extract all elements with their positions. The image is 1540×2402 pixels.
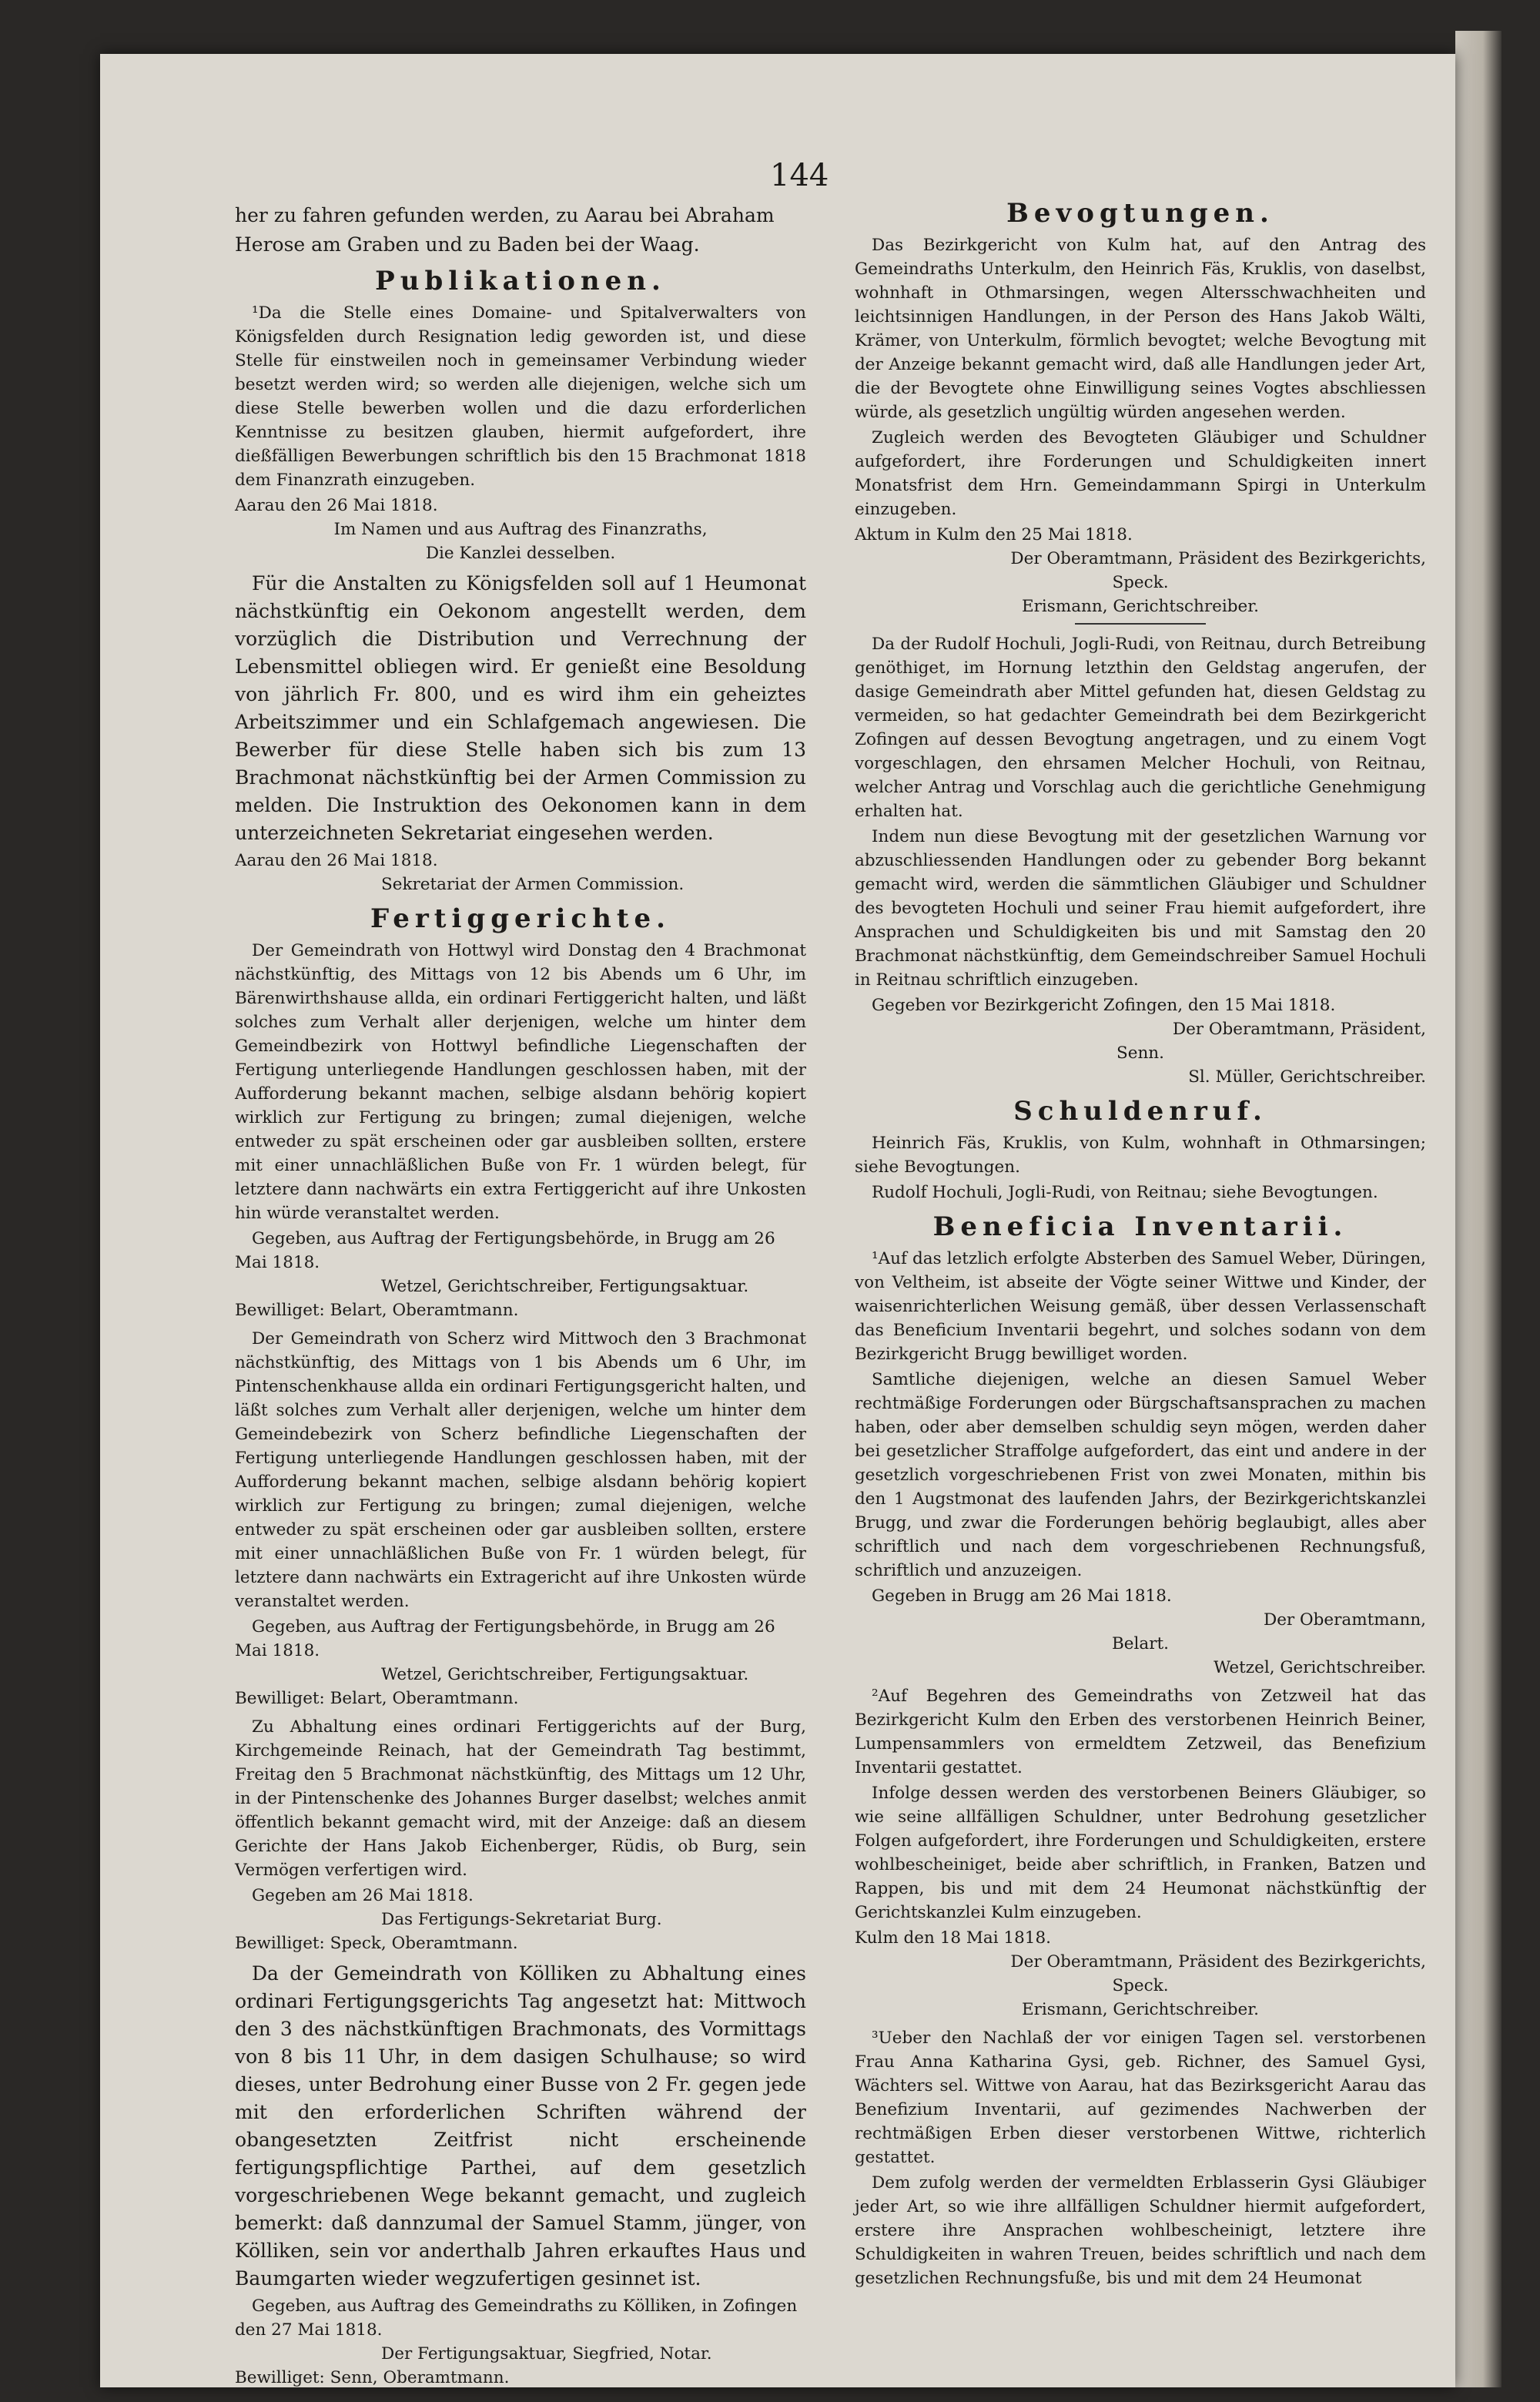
signature-line: Der Oberamtmann, Präsident des Bezirkgerichts,	[1010, 1952, 1426, 1972]
signature-line: Wetzel, Gerichtschreiber, Fertigungsaktuar.	[381, 1665, 749, 1684]
paragraph: ²Auf Begehren des Gemeindraths von Zetzweil hat das Bezirkgericht Kulm den Erben des verstorbenen Heinrich Beiner, Lumpensammlers von ermeldtem Zetzweil, das Benefizium Inventarii gestattet.	[855, 1687, 1426, 1777]
paragraph: Da der Rudolf Hochuli, Jogli-Rudi, von Reitnau, durch Betreibung genöthiget, im Hornung letzthin den Geldstag angerufen, der dasige Gemeindrath aber Mittel gefunden hat, diesen Geldstag zu vermeiden, so hat gedachter Gemeindrath bei dem Bezirkgericht Zofingen auf dessen Bevogtung angetragen, und zu einem Vogt vorgeschlagen, den ehrsamen Melcher Hochuli, von Reitnau, welcher Antrag und Vorschlag auch die gerichtliche Genehmigung erhalten hat.	[855, 635, 1426, 821]
paragraph: Zu Abhaltung eines ordinari Fertiggerichts auf der Burg, Kirchgemeinde Reinach, hat der Gemeindrath Tag bestimmt, Freitag den 5 Brachmonat nächstkünftig, des Mittags um 12 Uhr, in der Pintenschenke des Johannes Burger daselbst; welches anmit öffentlich bekannt gemacht wird, mit der Anzeige: daß an diesem Gerichte der Hans Jakob Eichenberger, Rüdis, ob Burg, sein Vermögen verfertigen wird.	[235, 1717, 806, 1880]
paragraph: Samtliche diejenigen, welche an diesen Samuel Weber rechtmäßige Forderungen oder Bürgschaftsansprachen zu machen haben, oder aber demselben schuldig seyn mögen, werden daher bei gesetzlicher Straffolge aufgefordert, das eint und andere in der gesetzlich vorgeschriebenen Frist von zwei Monaten, mithin bis den 1 Augstmonat des laufenden Jahrs, der Bezirkgerichtskanzlei Brugg, und zwar die Forderungen behörig beglaubigt, alles aber schriftlich und nach dem vorgeschriebenen Rechnungsfuß, schriftlich und anzuzeigen.	[855, 1370, 1426, 1580]
signature-line: Belart.	[1112, 1634, 1169, 1653]
list-item: Heinrich Fäs, Kruklis, von Kulm, wohnhaft in Othmarsingen; siehe Bevogtungen.	[855, 1134, 1426, 1177]
heading-publikationen: Publikationen.	[375, 266, 666, 296]
paragraph: Das Bezirkgericht von Kulm hat, auf den Antrag des Gemeindraths Unterkulm, den Heinrich Fäs, Kruklis, von daselbst, wohnhaft in Othmarsingen, wegen Altersschwachheiten und leichtsinnigen Handlungen, in der Person des Hans Jakob Wälti, Krämer, von Unterkulm, förmlich bevogtet; welche Bevogtung mit der Anzeige bekannt gemacht wird, daß alle Handlungen jeder Art, die der Bevogtete ohne Einwilligung seines Vogtes abschliessen würde, als gesetzlich ungültig würden angesehen werden.	[855, 236, 1426, 422]
given-line: Gegeben, aus Auftrag der Fertigungsbehörde, in Brugg am 26 Mai 1818.	[235, 1229, 775, 1272]
intro-line-2: Herose am Graben und zu Baden bei der Waag.	[235, 233, 700, 256]
date-line: Aktum in Kulm den 25 Mai 1818.	[855, 525, 1133, 544]
given-line: Gegeben vor Bezirkgericht Zofingen, den 15 Mai 1818.	[872, 996, 1336, 1015]
page-edge	[1455, 31, 1502, 2387]
page-number: 144	[770, 158, 829, 193]
heading-schuldenruf: Schuldenruf.	[1013, 1096, 1267, 1127]
paragraph: ¹Auf das letzlich erfolgte Absterben des Samuel Weber, Düringen, von Veltheim, ist abseite der Vögte seiner Wittwe und Kinder, der waisenrichterlichen Weisung gemäß, über dessen Verlassenschaft das Beneficium Inventarii begehrt, und solches sodann von dem Bezirkgericht Brugg bewilliget worden.	[855, 1249, 1426, 1364]
paragraph: Infolge dessen werden des verstorbenen Beiners Gläubiger, so wie seine allfälligen Schuldner, unter Bedrohung gesetzlicher Folgen aufgefordert, ihre Forderungen und Schuldigkeiten, erstere wohlbescheiniget, beide aber schriftlich, in Franken, Batzen und Rappen, bis und mit dem 24 Heumonat nächstkünftig der Gerichtskanzlei Kulm einzugeben.	[855, 1784, 1426, 1922]
signature-line: Speck.	[1112, 1976, 1169, 1995]
given-line: Gegeben, aus Auftrag der Fertigungsbehörde, in Brugg am 26 Mai 1818.	[235, 1617, 775, 1660]
approval-line: Bewilliget: Belart, Oberamtmann.	[235, 1689, 519, 1708]
paragraph: Zugleich werden des Bevogteten Gläubiger und Schuldner aufgefordert, ihre Forderungen und Schuldigkeiten innert Monatsfrist dem Hrn. Gemeindammann Spirgi in Unterkulm einzugeben.	[855, 428, 1426, 519]
signature-line: Die Kanzlei desselben.	[425, 544, 616, 563]
given-line: Gegeben, aus Auftrag des Gemeindraths zu Kölliken, in Zofingen den 27 Mai 1818.	[235, 2296, 798, 2340]
paragraph: Für die Anstalten zu Königsfelden soll auf 1 Heumonat nächstkünftig ein Oekonom angestellt werden, dem vorzüglich die Distribution und Verrechnung der Lebensmittel obliegen wird. Er genießt eine Besoldung von jährlich Fr. 800, und es wird ihm ein geheiztes Arbeitszimmer und ein Schlafgemach angewiesen. Die Bewerber für diese Stelle haben sich bis zum 13 Brachmonat nächstkünftig bei der Armen Commission zu melden. Die Instruktion des Oekonomen kann in dem unterzeichneten Sekretariat eingesehen werden.	[235, 572, 806, 844]
section-divider	[1075, 623, 1206, 625]
paragraph: Der Gemeindrath von Hottwyl wird Donstag den 4 Brachmonat nächstkünftig, des Mittags von 12 bis Abends um 6 Uhr, im Bärenwirthshause allda, ein ordinari Fertiggericht halten, und läßt solches zum Verhalt aller derjenigen, welche um hinter dem Gemeindbezirk von Hottwyl befindliche Liegenschaften der Fertigung unterliegende Handlungen geschlossen haben, mit der Aufforderung bekannt machen, selbige alsdann behörig kopiert wirklich zur Fertigung zu bringen; zumal diejenigen, welche entweder zu spät erscheinen oder gar ausbleiben sollten, erstere mit einer unnachläßlichen Buße von Fr. 1 würden belegt, für letztere dann nachwärts ein extra Fertiggericht auf ihre Unkosten hin würde veranstaltet werden.	[235, 941, 806, 1223]
approval-line: Bewilliget: Senn, Oberamtmann.	[235, 2368, 510, 2387]
signature-line: Wetzel, Gerichtschreiber, Fertigungsaktuar.	[381, 1277, 749, 1296]
heading-fertiggerichte: Fertiggerichte.	[370, 903, 671, 934]
paragraph: Indem nun diese Bevogtung mit der gesetzlichen Warnung vor abzuschliessenden Handlungen oder zu gebender Borg bekannt gemacht wird, werden die sämmtlichen Gläubiger und Schuldner des bevogteten Hochuli und seiner Frau hiemit aufgefordert, ihre Ansprachen und Schuldigkeiten bis und mit Samstag den 20 Brachmonat nächstkünftig, dem Gemeindschreiber Samuel Hochuli in Reitnau schriftlich einzugeben.	[855, 827, 1426, 990]
signature-line: Erismann, Gerichtschreiber.	[1021, 597, 1260, 616]
signature-line: Wetzel, Gerichtschreiber.	[1214, 1658, 1426, 1677]
approval-line: Bewilliget: Belart, Oberamtmann.	[235, 1301, 519, 1320]
paragraph: ³Ueber den Nachlaß der vor einigen Tagen sel. verstorbenen Frau Anna Katharina Gysi, geb. Richner, des Samuel Gysi, Wächters sel. Wittwe von Aarau, hat das Bezirksgericht Aarau das Benefizium Inventarii, auf gezimendes Nachwerben der rechtmäßigen Erben dieser verstorbenen Wittwe, richterlich gestattet.	[855, 2028, 1426, 2167]
approval-line: Bewilliget: Speck, Oberamtmann.	[235, 1934, 518, 1953]
signature-line: Der Oberamtmann, Präsident des Bezirkgerichts,	[1010, 549, 1426, 568]
signature-line: Sekretariat der Armen Commission.	[381, 875, 685, 894]
date-line: Aarau den 26 Mai 1818.	[235, 496, 438, 515]
intro-line-1: her zu fahren gefunden werden, zu Aarau bei Abraham	[235, 204, 775, 226]
left-column	[235, 202, 806, 2390]
paragraph: Der Gemeindrath von Scherz wird Mittwoch den 3 Brachmonat nächstkünftig, des Mittags von 1 bis Abends um 6 Uhr, im Pintenschenkhause allda ein ordinari Fertigungsgericht halten, und läßt solches zum Verhalt aller derjenigen, welche um hinter dem Gemeindebezirk von Scherz befindliche Liegenschaften der Fertigung unterliegende Handlungen geschlossen haben, mit der Aufforderung bekannt machen, selbige alsdann behörig kopiert wirklich zur Fertigung zu bringen; zumal diejenigen, welche entweder zu spät erscheinen oder gar ausbleiben sollten, erstere mit einer unnachläßlichen Buße von Fr. 1 würden belegt, für letztere dann nachwärts ein Extragericht auf ihre Unkosten würde veranstaltet werden.	[235, 1329, 806, 1611]
signature-line: Senn.	[1116, 1044, 1164, 1063]
paragraph: Dem zufolg werden der vermeldten Erblasserin Gysi Gläubiger jeder Art, so wie ihre allfälligen Schuldner hiermit aufgefordert, erstere ihre Ansprachen wohlbescheinigt, letztere ihre Schuldigkeiten in wahren Treuen, beides schriftlich und nach dem gesetzlichen Rechnungsfuße, bis und mit dem 24 Heumonat	[855, 2173, 1426, 2288]
signature-line: Speck.	[1112, 573, 1169, 592]
signature-line: Der Fertigungsaktuar, Siegfried, Notar.	[381, 2344, 712, 2363]
paragraph: Da der Gemeindrath von Kölliken zu Abhaltung eines ordinari Fertigungsgerichts Tag angesetzt hat: Mittwoch den 3 des nächstkünftigen Brachmonats, des Vormittags von 8 bis 11 Uhr, in dem dasigen Schulhause; so wird dieses, unter Bedrohung einer Busse von 2 Fr. gegen jede mit den erforderlichen Schriften während der obangesetzten Zeitfrist nicht erscheinende fertigungspflichtige Parthei, auf dem gesetzlich vorgeschriebenen Wege bekannt gemacht, und zugleich bemerkt: daß dannzumal der Samuel Stamm, jünger, von Kölliken, sein vor anderthalb Jahren erkauftes Haus und Baumgarten wieder wegzufertigen gesinnet ist.	[235, 1962, 806, 2290]
signature-line: Das Fertigungs-Sekretariat Burg.	[381, 1910, 662, 1929]
date-line: Aarau den 26 Mai 1818.	[235, 851, 438, 870]
signature-line: Sl. Müller, Gerichtschreiber.	[1188, 1067, 1426, 1087]
signature-line: Der Oberamtmann, Präsident,	[1172, 1020, 1426, 1039]
heading-bevogtungen: Bevogtungen.	[1006, 198, 1274, 229]
list-item: Rudolf Hochuli, Jogli-Rudi, von Reitnau; siehe Bevogtungen.	[872, 1183, 1378, 1202]
heading-beneficia-inventarii: Beneficia Inventarii.	[932, 1211, 1348, 1242]
signature-line: Erismann, Gerichtschreiber.	[1021, 2000, 1260, 2019]
right-column	[855, 198, 1426, 2292]
signature-line: Im Namen und aus Auftrag des Finanzraths,	[333, 520, 708, 539]
given-line: Gegeben in Brugg am 26 Mai 1818.	[872, 1586, 1172, 1606]
date-line: Kulm den 18 Mai 1818.	[855, 1928, 1051, 1948]
signature-line: Der Oberamtmann,	[1263, 1610, 1426, 1630]
paragraph: ¹Da die Stelle eines Domaine- und Spitalverwalters von Königsfelden durch Resignation ledig geworden ist, und diese Stelle für einstweilen noch in gemeinsamer Verbindung wieder besetzt werden wird; so werden alle diejenigen, welche sich um diese Stelle bewerben wollen und die dazu erforderlichen Kenntnisse zu besitzen glauben, hiermit aufgefordert, ihre dießfälligen Bewerbungen schriftlich bis den 15 Brachmonat 1818 dem Finanzrath einzugeben.	[235, 303, 806, 490]
given-line: Gegeben am 26 Mai 1818.	[252, 1886, 474, 1905]
